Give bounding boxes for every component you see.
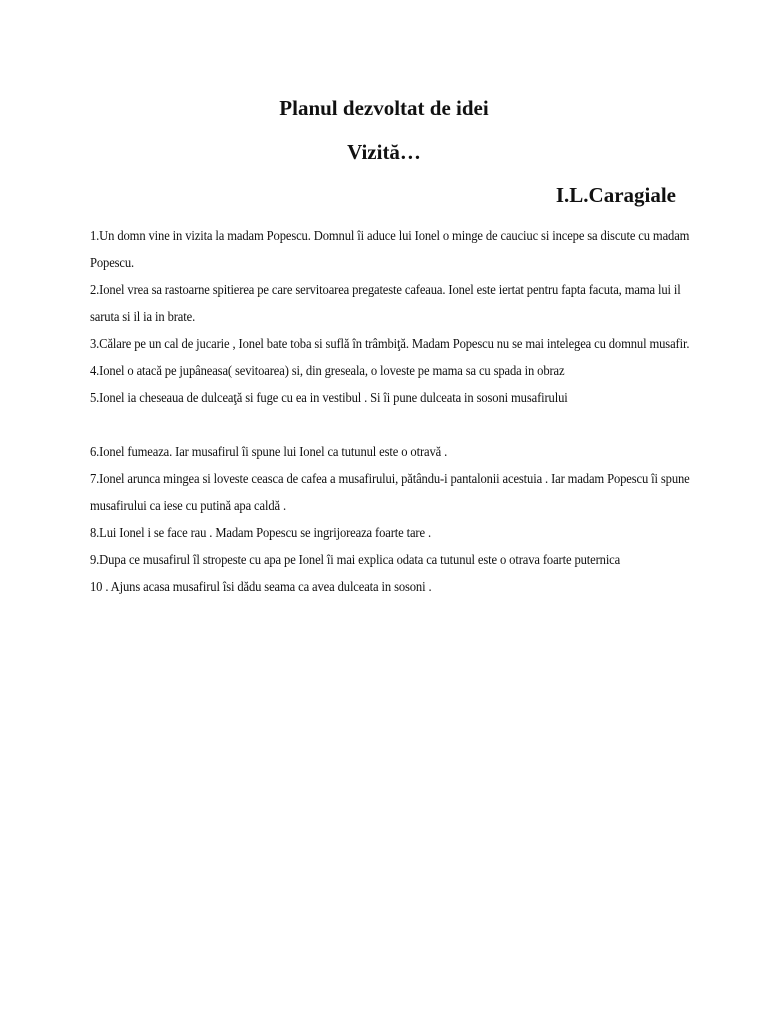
document-subtitle: Vizită… xyxy=(347,140,421,164)
plan-item-2: 2.Ionel vrea sa rastoarne spitierea pe care servitoarea pregateste cafeaua. Ionel este iertat pentru fapta facuta, mama lui il saruta si il ia in brate. xyxy=(90,283,681,325)
plan-item-4: 4.Ionel o atacă pe jupâneasa( sevitoarea) si, din greseala, o loveste pe mama sa cu spada in obraz xyxy=(90,364,565,379)
blank-line xyxy=(90,412,690,439)
plan-item-7: 7.Ionel arunca mingea si loveste ceasca de cafea a musafirului, pătându-i pantalonii acestuia . Iar madam Popescu îi spune musafirului ca iese cu putină apa caldă . xyxy=(90,472,690,514)
plan-item-6: 6.Ionel fumeaza. Iar musafirul îi spune lui Ionel ca tutunul este o otravă . xyxy=(90,445,448,460)
plan-item-1: 1.Un domn vine in vizita la madam Popescu. Domnul îi aduce lui Ionel o minge de cauciuc si incepe sa discute cu madam Popescu. xyxy=(90,229,690,271)
plan-item-9: 9.Dupa ce musafirul îl stropeste cu apa pe Ionel îi mai explica odata ca tutunul este o otrava foarte puternica xyxy=(90,553,621,568)
plan-item-3: 3.Călare pe un cal de jucarie , Ionel bate toba si suflă în trâmbiţă. Madam Popescu nu se mai intelegea cu domnul musafir. xyxy=(90,337,690,352)
document-title: Planul dezvoltat de idei xyxy=(279,96,489,120)
plan-item-10: 10 . Ajuns acasa musafirul îsi dădu seama ca avea dulceata in sosoni . xyxy=(90,580,432,595)
plan-list xyxy=(90,223,690,601)
plan-item-8: 8.Lui Ionel i se face rau . Madam Popescu se ingrijoreaza foarte tare . xyxy=(90,526,431,541)
document-author: I.L.Caragiale xyxy=(555,183,676,207)
plan-item-5: 5.Ionel ia cheseaua de dulceaţă si fuge cu ea in vestibul . Si îi pune dulceata in sosoni musafirului xyxy=(90,391,568,406)
